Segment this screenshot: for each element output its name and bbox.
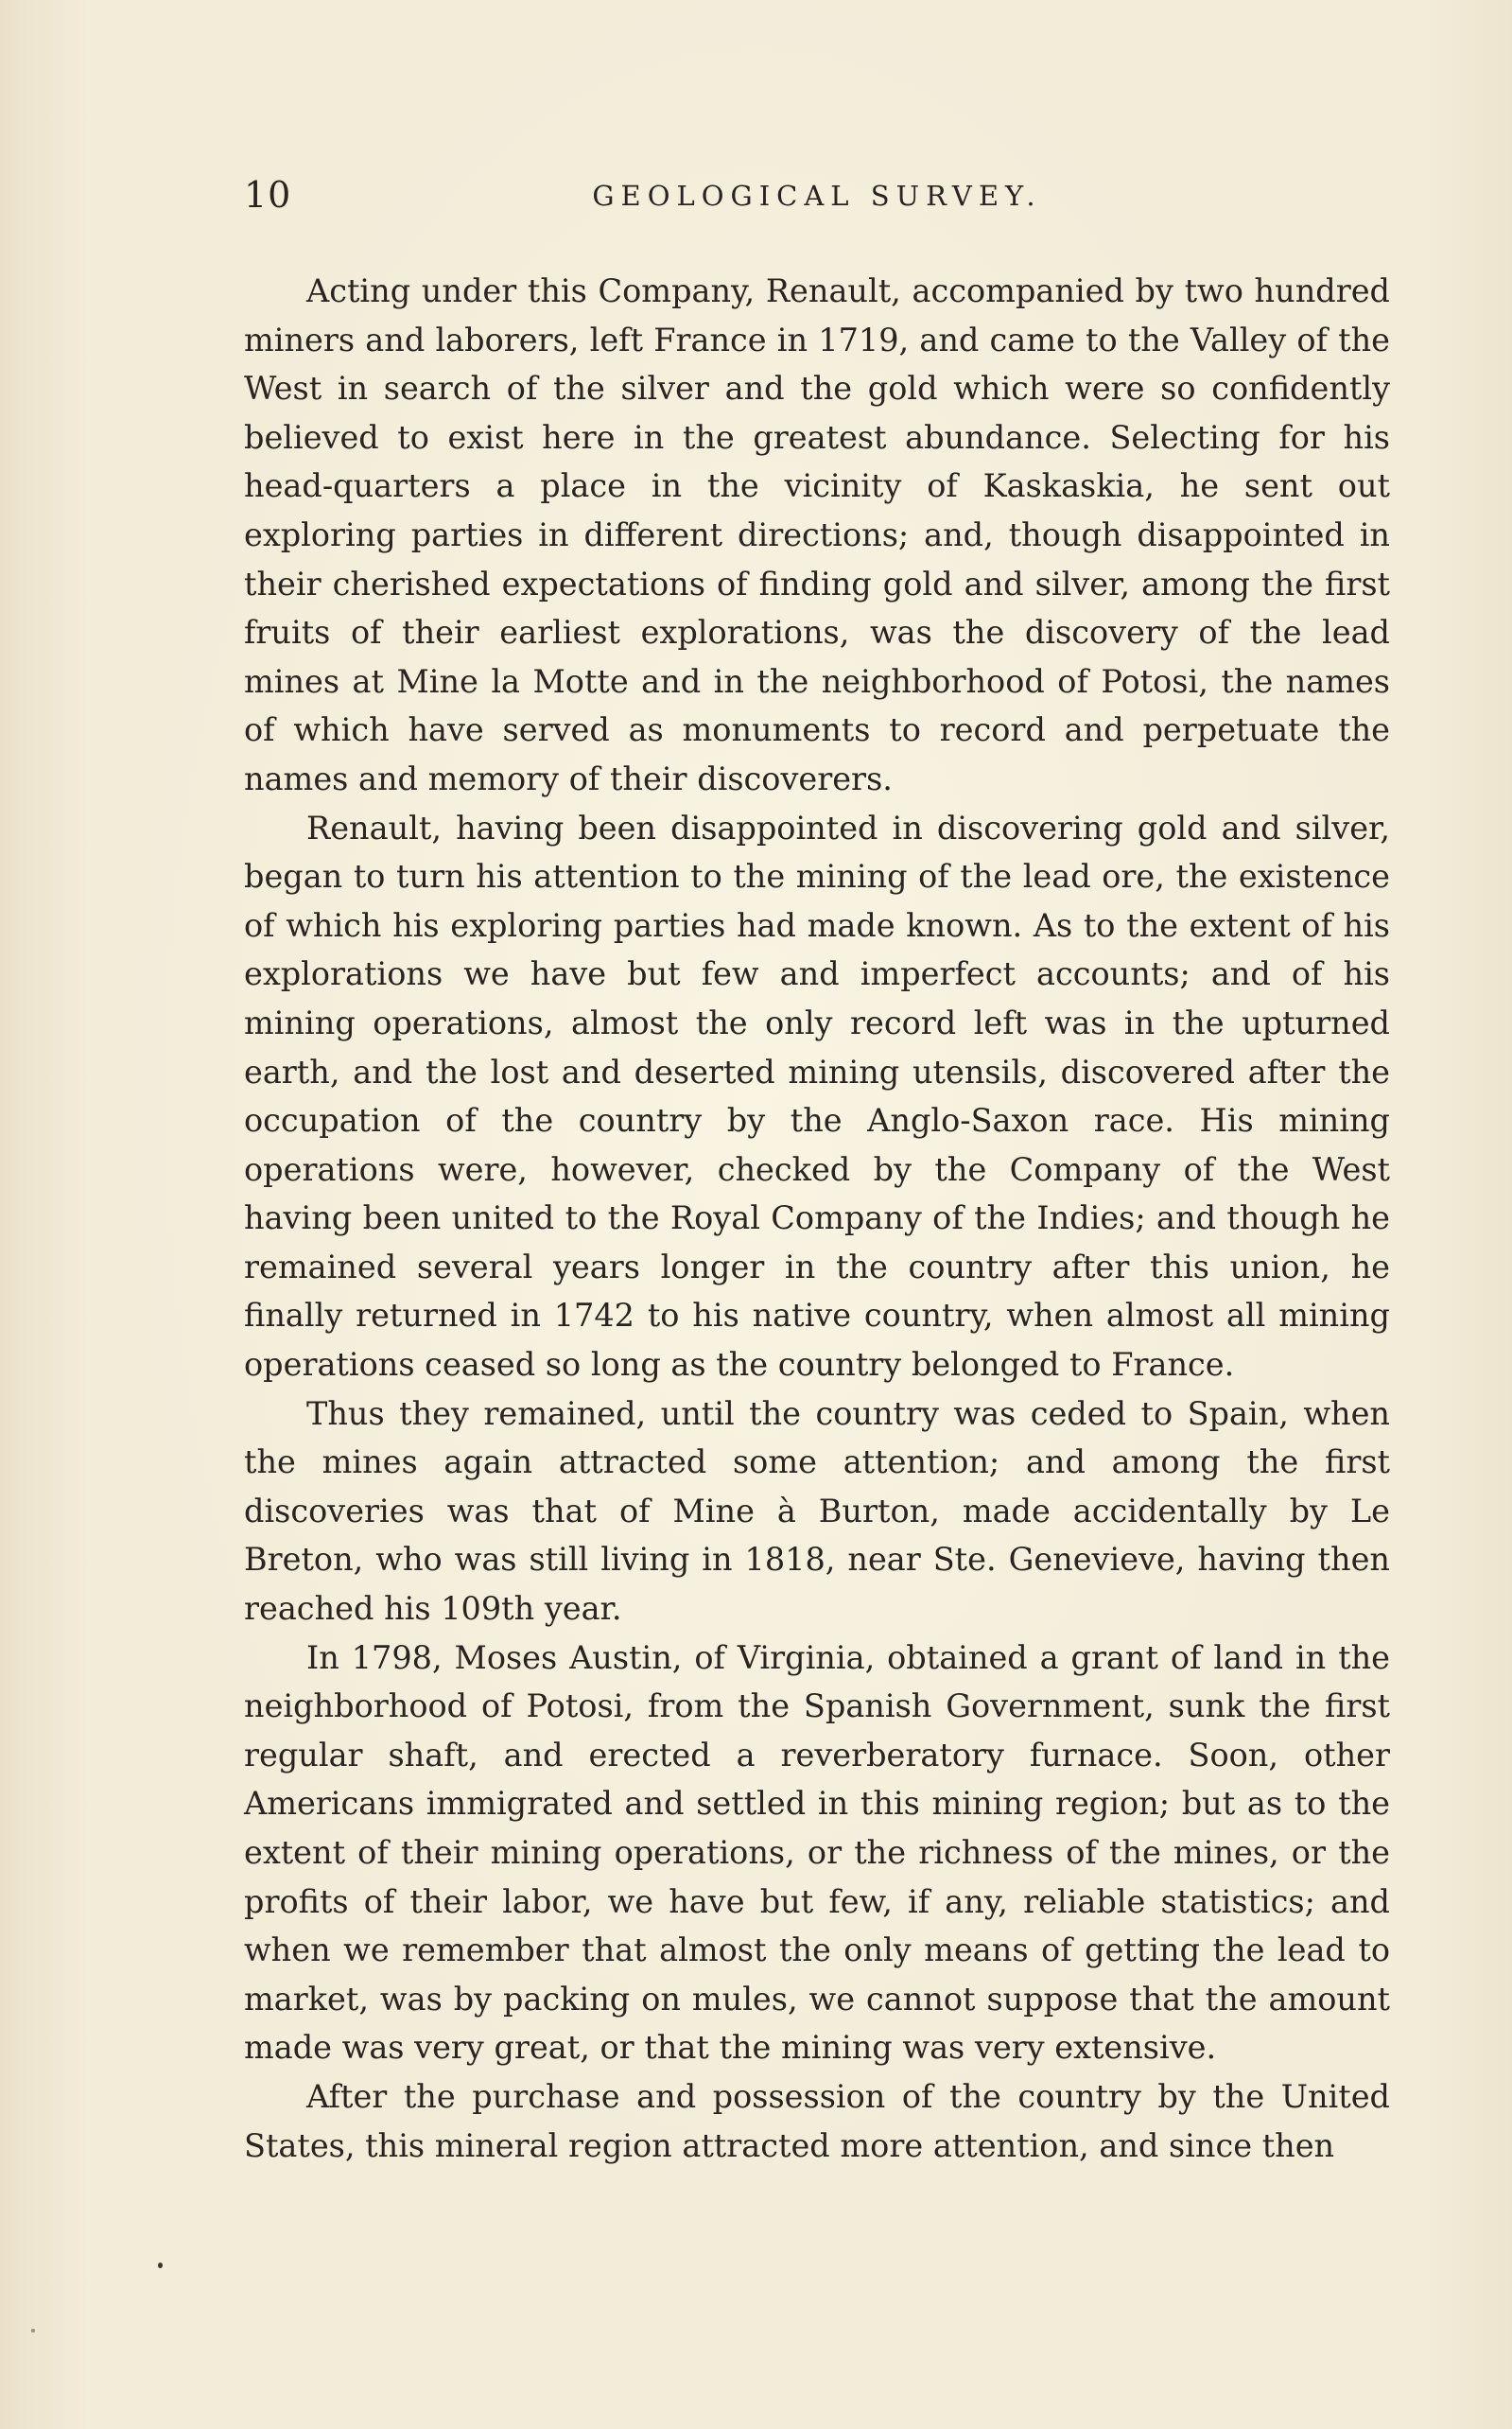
ink-speck [158,2263,163,2268]
paragraph-renault-mining: Renault, having been disappointed in discovering gold and silver, began to turn his attention to the mining of the lead ore, the existence of which his exploring parties had made known. As to the extent of his explorations we have but few and imperfect accounts; and of his mining operations, almost the only record left was in the upturned earth, and the lost and deserted mining utensils, discovered after the occupation of the country by the Anglo-Saxon race. His mining operations were, however, checked by the Company of the West having been united to the Royal Company of the Indies; and though he remained several years longer in the country after this union, he finally returned in 1742 to his native country, when almost all mining operations ceased so long as the country belonged to France. [244,809,1390,1384]
paragraph-spanish-period: Thus they remained, until the country was ceded to Spain, when the mines again attracted some attention; and among the first discoveries was that of Mine à Burton, made accidentally by Le Breton, who was still living in 1818, near Ste. Genevieve, having then reached his 109th year. [244,1394,1390,1628]
running-title: GEOLOGICAL SURVEY. [592,180,1042,212]
running-head [244,168,1390,225]
ink-speck [31,2329,35,2333]
paragraph-renault-arrival: Acting under this Company, Renault, accompanied by two hundred miners and laborers, left France in 1719, and came to the Valley of the West in search of the silver and the gold which were so confidently believed to exist here in the greatest abundance. Selecting for his head-quarters a place in the vicinity of Kaskaskia, he sent out exploring parties in different directions; and, though disappointed in their cherished expectations of finding gold and silver, among the first fruits of their earliest explorations, was the discovery of the lead mines at Mine la Motte and in the neighborhood of Potosi, the names of which have served as monuments to record and perpetuate the names and memory of their discoverers. [244,272,1390,797]
paragraph-moses-austin: In 1798, Moses Austin, of Virginia, obtained a grant of land in the neighborhood of Potosi, from the Spanish Government, sunk the first regular shaft, and erected a reverberatory furnace. Soon, other Americans immigrated and settled in this mining region; but as to the extent of their mining operations, or the richness of the mines, or the profits of their labor, we have but few, if any, reliable statistics; and when we remember that almost the only means of getting the lead to market, was by packing on mules, we cannot suppose that the amount made was very great, or that the mining was very extensive. [244,1638,1390,2067]
body-text [244,267,1390,2170]
paragraph-united-states: After the purchase and possession of the country by the United States, this mineral region attracted more attention, and since then [244,2077,1390,2164]
page-number: 10 [244,174,292,216]
